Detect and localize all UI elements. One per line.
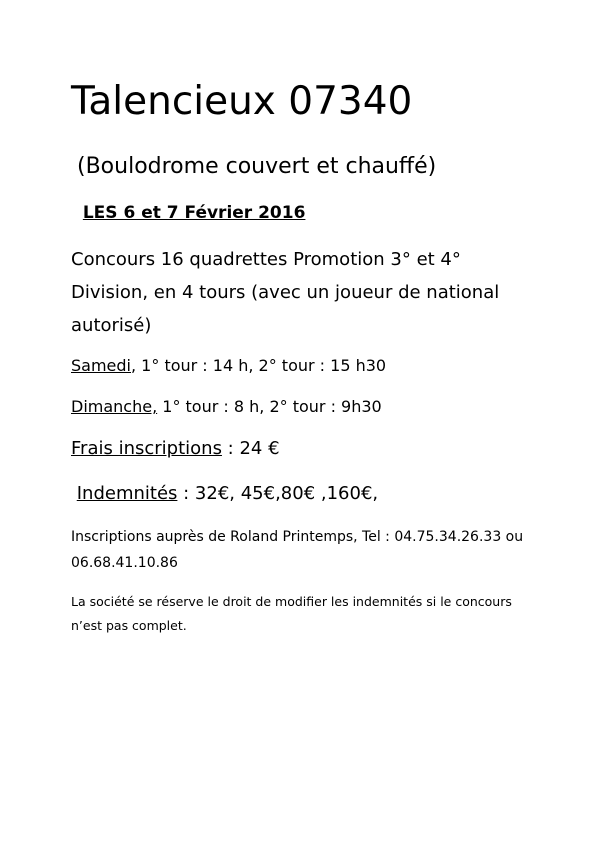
sunday-schedule <box>71 396 382 418</box>
contact-info: Inscriptions auprès de Roland Printemps, Tel : 04.75.34.26.33 ou 06.68.41.10.86 <box>71 529 524 571</box>
saturday-label: Samedi <box>71 356 131 375</box>
registration-fees <box>71 436 280 462</box>
fees-amount: : 24 € <box>221 438 280 459</box>
fees-label: Frais inscriptions <box>71 438 222 459</box>
indemnities <box>71 481 378 507</box>
page-title: Talencieux 07340 <box>71 79 413 124</box>
competition-description: Concours 16 quadrettes Promotion 3° et 4° Division, en 4 tours (avec un joueur de national autorisé) <box>71 249 500 336</box>
event-dates-text: LES 6 et 7 Février 2016 <box>82 203 306 223</box>
disclaimer-note: La société se réserve le droit de modifier les indemnités si le concours n’est pas complet. <box>71 594 512 633</box>
indemnities-label: Indemnités <box>76 483 178 504</box>
venue-subtitle: (Boulodrome couvert et chauffé) <box>77 154 437 179</box>
event-dates <box>71 201 305 225</box>
sunday-times: 1° tour : 8 h, 2° tour : 9h30 <box>157 397 382 416</box>
sunday-label: Dimanche, <box>71 397 158 416</box>
indemnities-amounts: : 32€, 45€,80€ ,160€, <box>177 483 379 504</box>
saturday-times: , 1° tour : 14 h, 2° tour : 15 h30 <box>131 356 387 375</box>
saturday-schedule <box>71 355 386 377</box>
